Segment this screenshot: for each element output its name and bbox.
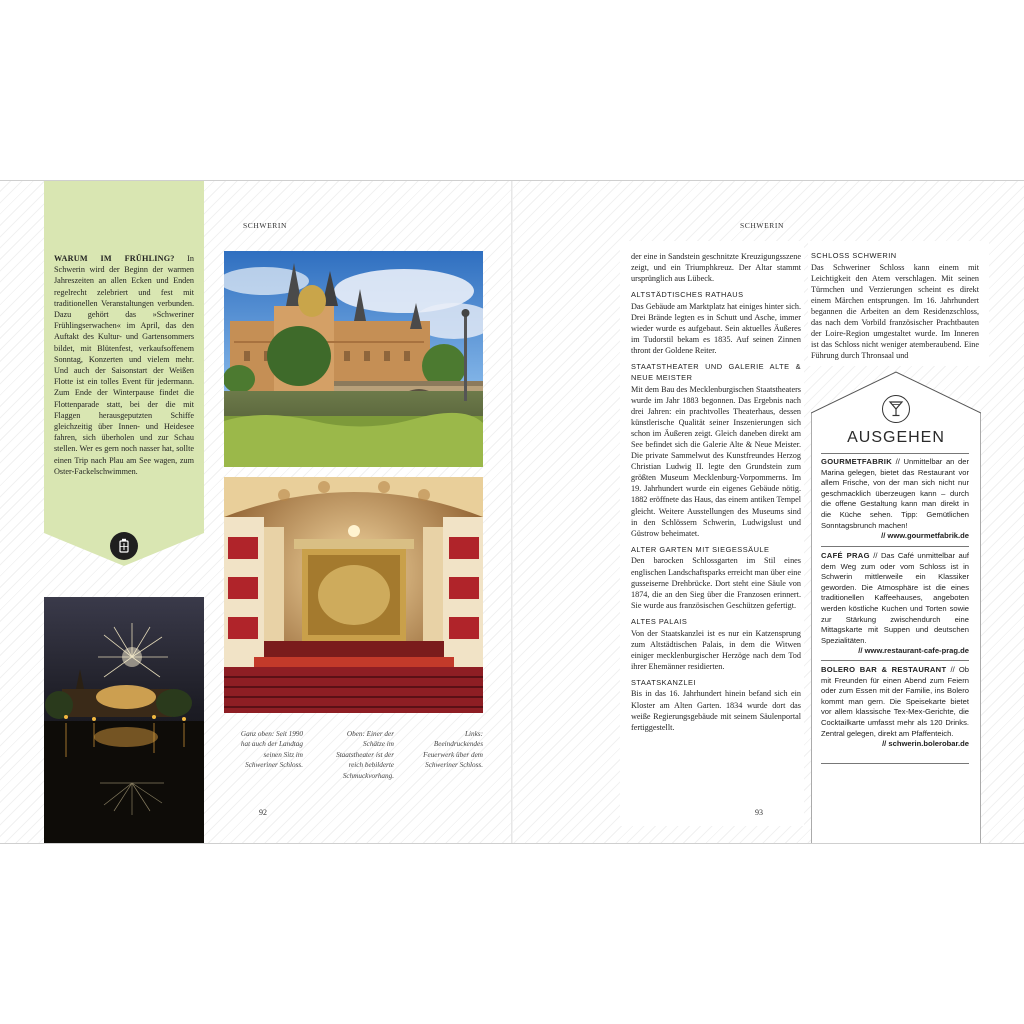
caption-theater: Oben: Einer der Schätze im Staatstheater ist der reich bebilderte Schmuckvorhang. — [336, 730, 394, 780]
cocktail-glass-icon — [882, 395, 910, 423]
entry-gourmetfabrik — [821, 457, 969, 542]
sidebar-banner — [44, 181, 204, 566]
entry-separator: // — [946, 665, 959, 674]
caption-fireworks: Links: Beeindruckendes Feuerwerk über dem Schweriner Schloss. — [423, 730, 483, 770]
section-heading-altes-palais: ALTES PALAIS — [631, 616, 688, 626]
ausgehen-box — [811, 371, 981, 844]
entry-url[interactable]: // schwerin.bolerobar.de — [882, 739, 969, 749]
entry-divider — [821, 546, 969, 547]
section-heading-rathaus: ALTSTÄDTISCHES RATHAUS — [631, 290, 744, 300]
entry-name: GOURMETFABRIK — [821, 457, 892, 466]
section-text-alter-garten: Den barocken Schlossgarten im Stil eines englischen Landschaftsparks erreicht man über eine gusseiserne Drehbrücke. Dort steht eine Säule von 1874, die an den Sieg über die Franzosen erinnert. Sie wurde aus französischen Geschützen gefertigt. — [631, 556, 801, 610]
ausgehen-title: AUSGEHEN — [847, 429, 945, 446]
section-heading-staatstheater: STAATSTHEATER UND GALERIE ALTE & NEUE MEISTER — [631, 362, 801, 382]
section-text-staatskanzlei: Bis in das 16. Jahrhundert hinein befand sich ein Kloster am Alten Garten. 1834 wurde dort das weiße Regierungsgebäude mit seinem Säulenportal fertiggestellt. — [631, 689, 801, 732]
entry-separator: // — [869, 551, 881, 560]
lantern-icon — [110, 532, 138, 560]
section-text-schloss: Das Schweriner Schloss kann einem mit Leichtigkeit den Atem verschlagen. Mit seinen Türmchen und Verzierungen scheint es direkt einem Märchen entsprungen. Im 16. Jahrhundert begannen die Arbeiten an dem Residenzschloss, das nach dem Vorbild französischer Prachtbauten der Loire-Region umgestaltet wurde. Im Inneren ist das Schloss nicht weniger atemberaubend. Eine Führung durch Thronsaal und — [811, 262, 979, 361]
section-heading-alter-garten: ALTER GARTEN MIT SIEGESSÄULE — [631, 544, 770, 554]
book-spread — [0, 180, 1024, 844]
left-page — [0, 181, 512, 844]
entry-text: Das Café unmittelbar auf dem Weg zum oder vom Schloss ist in Schwerin mittlerweile ein Klassiker geworden. Die Atmosphäre ist die eines traditionellen Kaffeehauses, angeboten werden köstliche Kuchen und Torten sowie zur Stärkung zwischendurch eine Mittagskarte mit Suppen und deutschen Spezialitäten. — [821, 551, 969, 645]
section-text-staatstheater: Mit dem Bau des Mecklenburgischen Staatstheaters wurde im Jahr 1883 begonnen. Das Ergebnis nach drei Jahren: ein prachtvolles Theaterhaus, dessen künstlerische Qualität seiner Inszenierungen sich schon im Äußeren zeigt. Gleich daneben direkt am See befindet sich die Galerie Alte & Neue Meister. Die private Sammelwut des Kunstfreundes Herzog Christian Ludwig II. legte den Grundstein zum größten Museum Mecklenburg-Vorpommerns. Im 19. Jahrhundert wurde ein eigenes Gebäude nötig. 1882 eröffnete das Haus, das einem antiken Tempel gleicht. Weitere Ausstellungen des Museums sind in den Schlössern Schwerin, Ludwigslust und Güstrow beheimatet. — [631, 384, 801, 538]
theater-photo — [224, 477, 483, 713]
sidebar-heading: WARUM IM FRÜHLING? — [54, 254, 175, 263]
sidebar-text — [54, 253, 194, 477]
section-heading-staatskanzlei: STAATSKANZLEI — [631, 677, 696, 687]
section-text-rathaus: Das Gebäude am Marktplatz hat einiges hinter sich. Drei Brände legten es in Schutt und Asche, immer wieder wurde es aufgebaut. Sein aktuelles Äußeres im Tudorstil bekam es 1835. Auf seinen Zinnen thront der Goldene Reiter. — [631, 301, 801, 356]
entry-divider — [821, 453, 969, 454]
entry-separator: // — [891, 457, 904, 466]
entry-text: Ob mit Freunden für einen Abend zum Feiern oder zum Essen mit der Familie, ins Bolero kommt man gern. Die Speisekarte bietet vor allem klassische Tex-Mex-Gerichte, die Cocktailkarte umfasst mehr als 120 Drinks. Zentral gelegen, direkt am Pfaffenteich. — [821, 665, 969, 738]
entry-url[interactable]: // www.restaurant-cafe-prag.de — [858, 646, 969, 656]
entry-url[interactable]: // www.gourmetfabrik.de — [881, 531, 969, 541]
entry-name: CAFÉ PRAG — [821, 551, 870, 560]
sidebar-body: In Schwerin wird der Beginn der warmen Jahreszeiten an allen Ecken und Enden regelrecht zelebriert und fest mit traditionellen Veranstaltungen verbunden. Dazu gehört das »Schweriner Frühlingserwachen« im April, das den Auftakt des Kultur- und Gartensommers bildet, mit Blütenfest, verkaufsoffenem Sonntag, Konzerten und vielem mehr. Und auch der Saisonstart der Weißen Flotte ist ein tolles Event für jedermann. Zum Ende der Winterpause findet die Flottenparade statt, bei der die mit Flaggen herausgeputzten Schiffe gleichzeitig über Innen- und Heidesee fahren, sich überholen und zur Schau stellen. Wer es gern noch nasser hat, sollte einen Trip nach Plau am See wagen, zum Oster-Fackelschwimmen. — [54, 254, 194, 476]
running-head-left: SCHWERIN — [243, 221, 287, 230]
section-text-altes-palais: Von der Staatskanzlei ist es nur ein Katzensprung zum Altstädtischen Palais, in dem die Witwen einiger mecklenburgischer Herzöge nach dem Tod ihrer Ehemänner residierten. — [631, 628, 801, 671]
entry-divider — [821, 660, 969, 661]
column-intro: der eine in Sandstein geschnitzte Kreuzigungsszene zeigt, und ein Triumphkreuz. Der Altar stammt ursprünglich aus Lübeck. — [631, 252, 801, 284]
caption-castle: Ganz oben: Seit 1990 hat auch der Landtag seinen Sitz im Schweriner Schloss. — [240, 730, 303, 770]
castle-photo — [224, 251, 483, 467]
page-number-left: 92 — [259, 808, 267, 817]
entry-text: Unmittelbar an der Marina gelegen, bietet das Restaurant vor allem Frische, von der man sich nicht nur geschmacklich überzeugen kann – durch die offene Gestaltung kann man direkt in die Küche sehen. Tipp: Gemütlichen Sonntagsbrunch machen! — [821, 457, 969, 530]
entry-cafe-prag — [821, 551, 969, 657]
fireworks-photo — [44, 597, 204, 844]
entry-divider — [821, 763, 969, 764]
entry-bolero — [821, 665, 969, 750]
entry-name: BOLERO BAR & RESTAURANT — [821, 665, 947, 674]
page-number-right: 93 — [755, 808, 763, 817]
right-page — [512, 181, 1024, 844]
text-column-1 — [631, 251, 801, 733]
text-column-2 — [811, 251, 979, 361]
running-head-right: SCHWERIN — [740, 221, 784, 230]
section-heading-schloss: SCHLOSS SCHWERIN — [811, 251, 897, 260]
